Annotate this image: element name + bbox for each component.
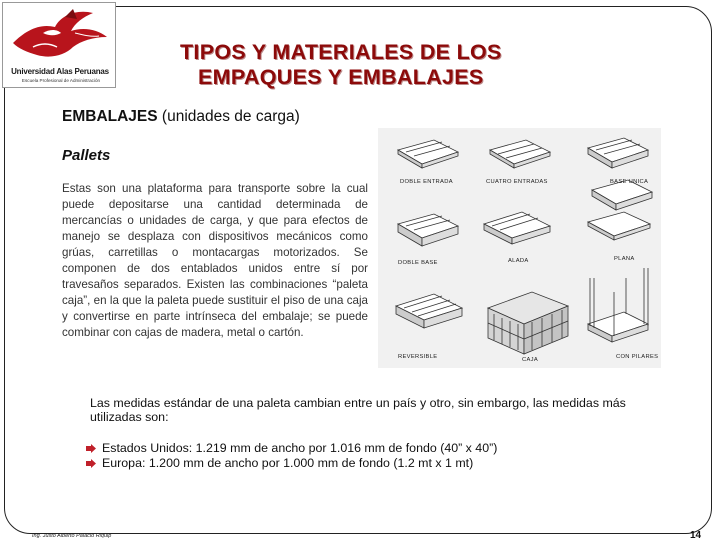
list-item (86, 441, 497, 456)
subheading-pallets: Pallets (62, 147, 111, 164)
pallet-doble-base-icon (398, 214, 458, 246)
pallet-doble-entrada-icon (398, 140, 458, 168)
bullet-text-europe: Europa: 1.200 mm de ancho por 1.000 mm de fondo (1.2 mt x 1 mt) (102, 456, 474, 470)
university-logo (2, 2, 116, 88)
pallet-reversible-icon (396, 294, 462, 328)
pallet-caja-icon (488, 292, 568, 354)
label-cuatro-entradas: CUATRO ENTRADAS (486, 179, 548, 185)
slide-title (180, 40, 600, 90)
label-doble-entrada: DOBLE ENTRADA (400, 179, 453, 185)
bullet-text-usa: Estados Unidos: 1.219 mm de ancho por 1.016 mm de fondo (40” x 40”) (102, 441, 498, 455)
pallet-types-illustration (378, 128, 661, 368)
pallet-con-pilares-icon (588, 268, 648, 342)
pallet-base-unica-icon (588, 138, 648, 168)
title-line-2: EMPAQUES Y EMBALAJES (198, 65, 484, 89)
label-plana: PLANA (614, 256, 635, 262)
eagle-emblem-icon (3, 3, 115, 65)
pallet-plana-icon (588, 180, 652, 240)
measures-intro: Las medidas estándar de una paleta cambian entre un país y otro, sin embargo, las medidas más utilizadas son: (90, 396, 626, 424)
label-alada: ALADA (508, 258, 529, 264)
page-number: 14 (690, 530, 702, 541)
list-item (86, 456, 497, 471)
measures-list (86, 441, 497, 471)
pallet-drawings (378, 128, 661, 368)
section-heading (62, 108, 300, 126)
section-heading-bold: EMBALAJES (62, 108, 158, 125)
label-con-pilares: CON PILARES (616, 354, 659, 360)
label-base-unica: BASE UNICA (610, 179, 649, 185)
label-caja: CAJA (522, 357, 539, 363)
label-doble-base: DOBLE BASE (398, 260, 438, 266)
pallets-description: Estas son una plataforma para transporte sobre la cual puede depositarse una cantidad determinada de mercancías o unidades de carga, y que para efectos de manejo se desplaza con dispositivos mecánicos como grúas, carretillas o montacargas motorizados. Se componen de dos entablados unidos entre sí por travesaños separados. Existen las combinaciones “paleta caja”, en la que la paleta puede sustituir el piso de una caja y convertirse en parte intrínseca del embalaje; se puede combinar con cajas de madera, metal o cartón. (62, 182, 368, 339)
title-line-1: TIPOS Y MATERIALES DE LOS (180, 40, 502, 64)
section-heading-rest: (unidades de carga) (157, 108, 300, 125)
arrow-bullet-icon (86, 459, 96, 468)
pallet-alada-icon (484, 212, 550, 244)
arrow-bullet-icon (86, 444, 96, 453)
pallet-cuatro-entradas-icon (490, 140, 550, 168)
school-name: Escuela Profesional de Administración (21, 78, 101, 83)
label-reversible: REVERSIBLE (398, 354, 438, 360)
footer-author: Ing. Justo Alberto Palacio Riquip (32, 533, 112, 539)
university-name: Universidad Alas Peruanas (11, 67, 109, 76)
